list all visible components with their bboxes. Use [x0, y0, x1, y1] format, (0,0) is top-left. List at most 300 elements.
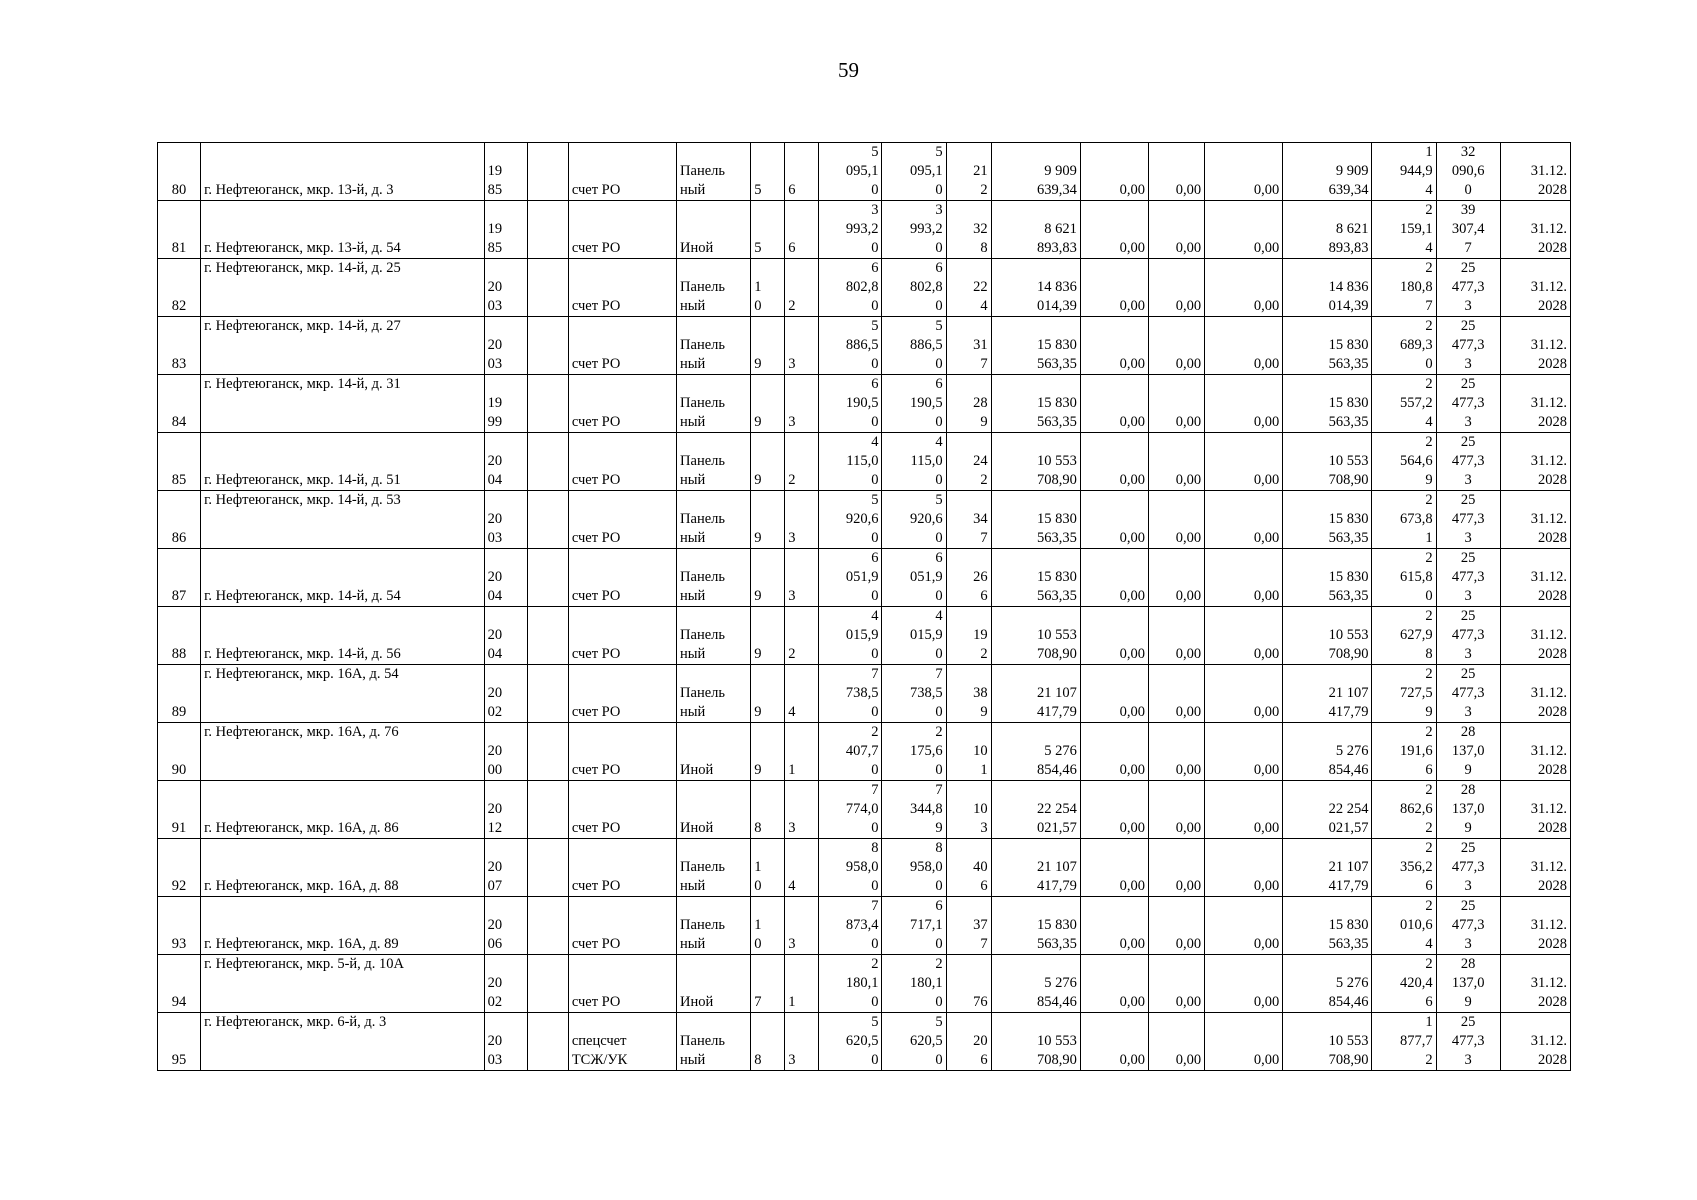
- total-cost-cell: 5 276 854,46: [991, 723, 1080, 781]
- row-number-cell: 93: [158, 897, 201, 955]
- account-type-cell: счет РО: [568, 259, 676, 317]
- total-area-cell: 5 920,6 0: [819, 491, 882, 549]
- table-row: [158, 665, 1571, 723]
- housing-registry-table: [157, 142, 1571, 1071]
- account-type-cell: счет РО: [568, 607, 676, 665]
- fund-1-cell: 0,00: [1080, 723, 1148, 781]
- owners-fund-cell: 9 909 639,34: [1283, 143, 1372, 201]
- wall-material-cell: Панель ный: [677, 433, 751, 491]
- cost-per-sqm-cell: 2 557,2 4: [1372, 375, 1436, 433]
- address-cell: г. Нефтеюганск, мкр. 14-й, д. 54: [201, 549, 485, 607]
- cost-per-sqm-cell: 2 191,6 6: [1372, 723, 1436, 781]
- residents-cell: 19 2: [946, 607, 991, 665]
- wall-material-cell: Панель ный: [677, 607, 751, 665]
- planned-date-cell: 31.12. 2028: [1500, 549, 1570, 607]
- table-row: [158, 607, 1571, 665]
- planned-date-cell: 31.12. 2028: [1500, 259, 1570, 317]
- entrances-cell: 3: [785, 491, 819, 549]
- floors-cell: 7: [751, 955, 785, 1013]
- living-area-cell: 3 993,2 0: [882, 201, 946, 259]
- year-built-cell: 20 03: [484, 491, 527, 549]
- wall-material-cell: Панель ный: [677, 549, 751, 607]
- cost-per-sqm-cell: 1 944,9 4: [1372, 143, 1436, 201]
- entrances-cell: 6: [785, 143, 819, 201]
- total-cost-cell: 15 830 563,35: [991, 491, 1080, 549]
- planned-date-cell: 31.12. 2028: [1500, 201, 1570, 259]
- year-built-cell: 20 02: [484, 665, 527, 723]
- total-cost-cell: 9 909 639,34: [991, 143, 1080, 201]
- fund-2-cell: 0,00: [1149, 955, 1205, 1013]
- planned-date-cell: 31.12. 2028: [1500, 491, 1570, 549]
- planned-date-cell: 31.12. 2028: [1500, 607, 1570, 665]
- limit-cost-cell: 25 477,3 3: [1436, 375, 1500, 433]
- wall-material-cell: Иной: [677, 781, 751, 839]
- address-cell: г. Нефтеюганск, мкр. 16А, д. 54: [201, 665, 485, 723]
- living-area-cell: 6 051,9 0: [882, 549, 946, 607]
- floors-cell: 1 0: [751, 897, 785, 955]
- total-area-cell: 6 802,8 0: [819, 259, 882, 317]
- living-area-cell: 8 958,0 0: [882, 839, 946, 897]
- entrances-cell: 3: [785, 1013, 819, 1071]
- table-row: [158, 201, 1571, 259]
- account-type-cell: спецсчет ТСЖ/УК: [568, 1013, 676, 1071]
- page-number: 59: [838, 58, 859, 82]
- residents-cell: 40 6: [946, 839, 991, 897]
- table-row: [158, 897, 1571, 955]
- wall-material-cell: Панель ный: [677, 375, 751, 433]
- fund-1-cell: 0,00: [1080, 259, 1148, 317]
- planned-date-cell: 31.12. 2028: [1500, 1013, 1570, 1071]
- fund-1-cell: 0,00: [1080, 665, 1148, 723]
- fund-2-cell: 0,00: [1149, 897, 1205, 955]
- limit-cost-cell: 25 477,3 3: [1436, 259, 1500, 317]
- total-area-cell: 6 051,9 0: [819, 549, 882, 607]
- floors-cell: 9: [751, 665, 785, 723]
- account-type-cell: счет РО: [568, 143, 676, 201]
- fund-1-cell: 0,00: [1080, 317, 1148, 375]
- blank-cell: [527, 143, 568, 201]
- owners-fund-cell: 15 830 563,35: [1283, 549, 1372, 607]
- address-cell: г. Нефтеюганск, мкр. 5-й, д. 10А: [201, 955, 485, 1013]
- fund-3-cell: 0,00: [1205, 375, 1283, 433]
- living-area-cell: 5 620,5 0: [882, 1013, 946, 1071]
- address-cell: г. Нефтеюганск, мкр. 14-й, д. 51: [201, 433, 485, 491]
- residents-cell: 28 9: [946, 375, 991, 433]
- blank-cell: [527, 839, 568, 897]
- address-cell: г. Нефтеюганск, мкр. 14-й, д. 25: [201, 259, 485, 317]
- entrances-cell: 2: [785, 259, 819, 317]
- limit-cost-cell: 25 477,3 3: [1436, 491, 1500, 549]
- fund-1-cell: 0,00: [1080, 607, 1148, 665]
- address-cell: г. Нефтеюганск, мкр. 13-й, д. 54: [201, 201, 485, 259]
- total-cost-cell: 15 830 563,35: [991, 549, 1080, 607]
- living-area-cell: 5 095,1 0: [882, 143, 946, 201]
- address-cell: г. Нефтеюганск, мкр. 6-й, д. 3: [201, 1013, 485, 1071]
- total-area-cell: 6 190,5 0: [819, 375, 882, 433]
- planned-date-cell: 31.12. 2028: [1500, 781, 1570, 839]
- planned-date-cell: 31.12. 2028: [1500, 955, 1570, 1013]
- total-area-cell: 4 115,0 0: [819, 433, 882, 491]
- account-type-cell: счет РО: [568, 375, 676, 433]
- fund-3-cell: 0,00: [1205, 665, 1283, 723]
- residents-cell: 37 7: [946, 897, 991, 955]
- row-number-cell: 86: [158, 491, 201, 549]
- total-area-cell: 7 738,5 0: [819, 665, 882, 723]
- limit-cost-cell: 25 477,3 3: [1436, 897, 1500, 955]
- wall-material-cell: Иной: [677, 201, 751, 259]
- planned-date-cell: 31.12. 2028: [1500, 665, 1570, 723]
- blank-cell: [527, 607, 568, 665]
- fund-2-cell: 0,00: [1149, 317, 1205, 375]
- table-row: [158, 143, 1571, 201]
- cost-per-sqm-cell: 2 159,1 4: [1372, 201, 1436, 259]
- owners-fund-cell: 15 830 563,35: [1283, 897, 1372, 955]
- total-area-cell: 2 407,7 0: [819, 723, 882, 781]
- address-cell: г. Нефтеюганск, мкр. 16А, д. 76: [201, 723, 485, 781]
- owners-fund-cell: 8 621 893,83: [1283, 201, 1372, 259]
- living-area-cell: 4 015,9 0: [882, 607, 946, 665]
- total-area-cell: 2 180,1 0: [819, 955, 882, 1013]
- cost-per-sqm-cell: 2 673,8 1: [1372, 491, 1436, 549]
- fund-2-cell: 0,00: [1149, 433, 1205, 491]
- wall-material-cell: Панель ный: [677, 143, 751, 201]
- wall-material-cell: Панель ный: [677, 259, 751, 317]
- living-area-cell: 6 802,8 0: [882, 259, 946, 317]
- floors-cell: 9: [751, 317, 785, 375]
- year-built-cell: 20 07: [484, 839, 527, 897]
- total-cost-cell: 5 276 854,46: [991, 955, 1080, 1013]
- limit-cost-cell: 28 137,0 9: [1436, 723, 1500, 781]
- row-number-cell: 83: [158, 317, 201, 375]
- cost-per-sqm-cell: 2 689,3 0: [1372, 317, 1436, 375]
- year-built-cell: 20 06: [484, 897, 527, 955]
- account-type-cell: счет РО: [568, 317, 676, 375]
- year-built-cell: 19 99: [484, 375, 527, 433]
- total-area-cell: 3 993,2 0: [819, 201, 882, 259]
- year-built-cell: 20 04: [484, 607, 527, 665]
- limit-cost-cell: 25 477,3 3: [1436, 317, 1500, 375]
- floors-cell: 5: [751, 143, 785, 201]
- total-area-cell: 5 095,1 0: [819, 143, 882, 201]
- cost-per-sqm-cell: 2 727,5 9: [1372, 665, 1436, 723]
- row-number-cell: 81: [158, 201, 201, 259]
- fund-1-cell: 0,00: [1080, 143, 1148, 201]
- fund-3-cell: 0,00: [1205, 781, 1283, 839]
- account-type-cell: счет РО: [568, 839, 676, 897]
- planned-date-cell: 31.12. 2028: [1500, 839, 1570, 897]
- limit-cost-cell: 25 477,3 3: [1436, 433, 1500, 491]
- living-area-cell: 4 115,0 0: [882, 433, 946, 491]
- living-area-cell: 2 180,1 0: [882, 955, 946, 1013]
- fund-2-cell: 0,00: [1149, 839, 1205, 897]
- total-cost-cell: 14 836 014,39: [991, 259, 1080, 317]
- row-number-cell: 95: [158, 1013, 201, 1071]
- floors-cell: 9: [751, 491, 785, 549]
- wall-material-cell: Панель ный: [677, 1013, 751, 1071]
- account-type-cell: счет РО: [568, 549, 676, 607]
- row-number-cell: 80: [158, 143, 201, 201]
- row-number-cell: 92: [158, 839, 201, 897]
- owners-fund-cell: 10 553 708,90: [1283, 1013, 1372, 1071]
- owners-fund-cell: 15 830 563,35: [1283, 375, 1372, 433]
- account-type-cell: счет РО: [568, 723, 676, 781]
- address-cell: г. Нефтеюганск, мкр. 14-й, д. 31: [201, 375, 485, 433]
- fund-2-cell: 0,00: [1149, 143, 1205, 201]
- total-area-cell: 5 620,5 0: [819, 1013, 882, 1071]
- total-cost-cell: 22 254 021,57: [991, 781, 1080, 839]
- floors-cell: 9: [751, 433, 785, 491]
- entrances-cell: 1: [785, 955, 819, 1013]
- fund-2-cell: 0,00: [1149, 549, 1205, 607]
- year-built-cell: 20 00: [484, 723, 527, 781]
- limit-cost-cell: 32 090,6 0: [1436, 143, 1500, 201]
- table-row: [158, 1013, 1571, 1071]
- blank-cell: [527, 259, 568, 317]
- year-built-cell: 20 03: [484, 317, 527, 375]
- floors-cell: 9: [751, 607, 785, 665]
- row-number-cell: 84: [158, 375, 201, 433]
- floors-cell: 5: [751, 201, 785, 259]
- limit-cost-cell: 25 477,3 3: [1436, 665, 1500, 723]
- planned-date-cell: 31.12. 2028: [1500, 897, 1570, 955]
- total-cost-cell: 15 830 563,35: [991, 897, 1080, 955]
- residents-cell: 31 7: [946, 317, 991, 375]
- floors-cell: 8: [751, 1013, 785, 1071]
- fund-2-cell: 0,00: [1149, 665, 1205, 723]
- floors-cell: 8: [751, 781, 785, 839]
- owners-fund-cell: 15 830 563,35: [1283, 317, 1372, 375]
- fund-1-cell: 0,00: [1080, 549, 1148, 607]
- fund-2-cell: 0,00: [1149, 375, 1205, 433]
- fund-1-cell: 0,00: [1080, 1013, 1148, 1071]
- fund-3-cell: 0,00: [1205, 317, 1283, 375]
- table-row: [158, 491, 1571, 549]
- fund-2-cell: 0,00: [1149, 1013, 1205, 1071]
- planned-date-cell: 31.12. 2028: [1500, 375, 1570, 433]
- year-built-cell: 19 85: [484, 201, 527, 259]
- blank-cell: [527, 897, 568, 955]
- blank-cell: [527, 317, 568, 375]
- wall-material-cell: Панель ный: [677, 317, 751, 375]
- fund-1-cell: 0,00: [1080, 201, 1148, 259]
- cost-per-sqm-cell: 1 877,7 2: [1372, 1013, 1436, 1071]
- fund-2-cell: 0,00: [1149, 201, 1205, 259]
- fund-3-cell: 0,00: [1205, 259, 1283, 317]
- entrances-cell: 2: [785, 433, 819, 491]
- account-type-cell: счет РО: [568, 781, 676, 839]
- fund-3-cell: 0,00: [1205, 723, 1283, 781]
- floors-cell: 1 0: [751, 259, 785, 317]
- residents-cell: 20 6: [946, 1013, 991, 1071]
- table-row: [158, 259, 1571, 317]
- cost-per-sqm-cell: 2 180,8 7: [1372, 259, 1436, 317]
- total-area-cell: 8 958,0 0: [819, 839, 882, 897]
- fund-3-cell: 0,00: [1205, 955, 1283, 1013]
- living-area-cell: 6 717,1 0: [882, 897, 946, 955]
- wall-material-cell: Панель ный: [677, 839, 751, 897]
- cost-per-sqm-cell: 2 627,9 8: [1372, 607, 1436, 665]
- entrances-cell: 2: [785, 607, 819, 665]
- blank-cell: [527, 433, 568, 491]
- limit-cost-cell: 25 477,3 3: [1436, 1013, 1500, 1071]
- wall-material-cell: Иной: [677, 723, 751, 781]
- owners-fund-cell: 21 107 417,79: [1283, 665, 1372, 723]
- limit-cost-cell: 28 137,0 9: [1436, 781, 1500, 839]
- total-area-cell: 7 873,4 0: [819, 897, 882, 955]
- year-built-cell: 20 02: [484, 955, 527, 1013]
- fund-2-cell: 0,00: [1149, 259, 1205, 317]
- fund-1-cell: 0,00: [1080, 839, 1148, 897]
- fund-3-cell: 0,00: [1205, 549, 1283, 607]
- cost-per-sqm-cell: 2 420,4 6: [1372, 955, 1436, 1013]
- residents-cell: 76: [946, 955, 991, 1013]
- account-type-cell: счет РО: [568, 491, 676, 549]
- total-cost-cell: 10 553 708,90: [991, 607, 1080, 665]
- wall-material-cell: Панель ный: [677, 665, 751, 723]
- table-row: [158, 723, 1571, 781]
- blank-cell: [527, 955, 568, 1013]
- fund-3-cell: 0,00: [1205, 143, 1283, 201]
- account-type-cell: счет РО: [568, 897, 676, 955]
- total-cost-cell: 8 621 893,83: [991, 201, 1080, 259]
- address-cell: г. Нефтеюганск, мкр. 16А, д. 88: [201, 839, 485, 897]
- owners-fund-cell: 10 553 708,90: [1283, 433, 1372, 491]
- entrances-cell: 3: [785, 897, 819, 955]
- blank-cell: [527, 1013, 568, 1071]
- year-built-cell: 19 85: [484, 143, 527, 201]
- table-row: [158, 375, 1571, 433]
- blank-cell: [527, 549, 568, 607]
- limit-cost-cell: 25 477,3 3: [1436, 607, 1500, 665]
- living-area-cell: 7 344,8 9: [882, 781, 946, 839]
- owners-fund-cell: 5 276 854,46: [1283, 955, 1372, 1013]
- residents-cell: 22 4: [946, 259, 991, 317]
- row-number-cell: 90: [158, 723, 201, 781]
- limit-cost-cell: 39 307,4 7: [1436, 201, 1500, 259]
- fund-3-cell: 0,00: [1205, 607, 1283, 665]
- planned-date-cell: 31.12. 2028: [1500, 723, 1570, 781]
- year-built-cell: 20 03: [484, 1013, 527, 1071]
- row-number-cell: 89: [158, 665, 201, 723]
- entrances-cell: 4: [785, 839, 819, 897]
- cost-per-sqm-cell: 2 356,2 6: [1372, 839, 1436, 897]
- wall-material-cell: Панель ный: [677, 491, 751, 549]
- residents-cell: 32 8: [946, 201, 991, 259]
- residents-cell: 21 2: [946, 143, 991, 201]
- account-type-cell: счет РО: [568, 665, 676, 723]
- fund-1-cell: 0,00: [1080, 897, 1148, 955]
- fund-3-cell: 0,00: [1205, 491, 1283, 549]
- limit-cost-cell: 25 477,3 3: [1436, 839, 1500, 897]
- fund-3-cell: 0,00: [1205, 201, 1283, 259]
- floors-cell: 9: [751, 375, 785, 433]
- total-area-cell: 7 774,0 0: [819, 781, 882, 839]
- owners-fund-cell: 10 553 708,90: [1283, 607, 1372, 665]
- blank-cell: [527, 375, 568, 433]
- fund-3-cell: 0,00: [1205, 897, 1283, 955]
- living-area-cell: 5 886,5 0: [882, 317, 946, 375]
- blank-cell: [527, 665, 568, 723]
- entrances-cell: 3: [785, 781, 819, 839]
- table-row: [158, 433, 1571, 491]
- year-built-cell: 20 04: [484, 433, 527, 491]
- fund-1-cell: 0,00: [1080, 491, 1148, 549]
- account-type-cell: счет РО: [568, 955, 676, 1013]
- fund-3-cell: 0,00: [1205, 1013, 1283, 1071]
- entrances-cell: 4: [785, 665, 819, 723]
- fund-3-cell: 0,00: [1205, 433, 1283, 491]
- entrances-cell: 3: [785, 375, 819, 433]
- fund-1-cell: 0,00: [1080, 781, 1148, 839]
- owners-fund-cell: 14 836 014,39: [1283, 259, 1372, 317]
- entrances-cell: 1: [785, 723, 819, 781]
- address-cell: г. Нефтеюганск, мкр. 16А, д. 86: [201, 781, 485, 839]
- entrances-cell: 6: [785, 201, 819, 259]
- table-row: [158, 317, 1571, 375]
- address-cell: г. Нефтеюганск, мкр. 14-й, д. 27: [201, 317, 485, 375]
- year-built-cell: 20 03: [484, 259, 527, 317]
- planned-date-cell: 31.12. 2028: [1500, 143, 1570, 201]
- wall-material-cell: Панель ный: [677, 897, 751, 955]
- total-cost-cell: 15 830 563,35: [991, 317, 1080, 375]
- total-cost-cell: 21 107 417,79: [991, 839, 1080, 897]
- account-type-cell: счет РО: [568, 201, 676, 259]
- fund-2-cell: 0,00: [1149, 607, 1205, 665]
- address-cell: г. Нефтеюганск, мкр. 13-й, д. 3: [201, 143, 485, 201]
- fund-2-cell: 0,00: [1149, 723, 1205, 781]
- total-cost-cell: 21 107 417,79: [991, 665, 1080, 723]
- living-area-cell: 5 920,6 0: [882, 491, 946, 549]
- table-row: [158, 781, 1571, 839]
- floors-cell: 1 0: [751, 839, 785, 897]
- floors-cell: 9: [751, 723, 785, 781]
- living-area-cell: 7 738,5 0: [882, 665, 946, 723]
- residents-cell: 38 9: [946, 665, 991, 723]
- residents-cell: 34 7: [946, 491, 991, 549]
- owners-fund-cell: 22 254 021,57: [1283, 781, 1372, 839]
- planned-date-cell: 31.12. 2028: [1500, 317, 1570, 375]
- total-area-cell: 4 015,9 0: [819, 607, 882, 665]
- fund-1-cell: 0,00: [1080, 433, 1148, 491]
- blank-cell: [527, 201, 568, 259]
- blank-cell: [527, 781, 568, 839]
- fund-2-cell: 0,00: [1149, 781, 1205, 839]
- residents-cell: 24 2: [946, 433, 991, 491]
- total-cost-cell: 15 830 563,35: [991, 375, 1080, 433]
- floors-cell: 9: [751, 549, 785, 607]
- address-cell: г. Нефтеюганск, мкр. 16А, д. 89: [201, 897, 485, 955]
- fund-1-cell: 0,00: [1080, 375, 1148, 433]
- row-number-cell: 88: [158, 607, 201, 665]
- entrances-cell: 3: [785, 317, 819, 375]
- blank-cell: [527, 723, 568, 781]
- row-number-cell: 85: [158, 433, 201, 491]
- row-number-cell: 82: [158, 259, 201, 317]
- living-area-cell: 2 175,6 0: [882, 723, 946, 781]
- row-number-cell: 87: [158, 549, 201, 607]
- total-cost-cell: 10 553 708,90: [991, 433, 1080, 491]
- living-area-cell: 6 190,5 0: [882, 375, 946, 433]
- cost-per-sqm-cell: 2 564,6 9: [1372, 433, 1436, 491]
- total-area-cell: 5 886,5 0: [819, 317, 882, 375]
- owners-fund-cell: 15 830 563,35: [1283, 491, 1372, 549]
- residents-cell: 10 3: [946, 781, 991, 839]
- fund-2-cell: 0,00: [1149, 491, 1205, 549]
- wall-material-cell: Иной: [677, 955, 751, 1013]
- address-cell: г. Нефтеюганск, мкр. 14-й, д. 53: [201, 491, 485, 549]
- owners-fund-cell: 21 107 417,79: [1283, 839, 1372, 897]
- year-built-cell: 20 12: [484, 781, 527, 839]
